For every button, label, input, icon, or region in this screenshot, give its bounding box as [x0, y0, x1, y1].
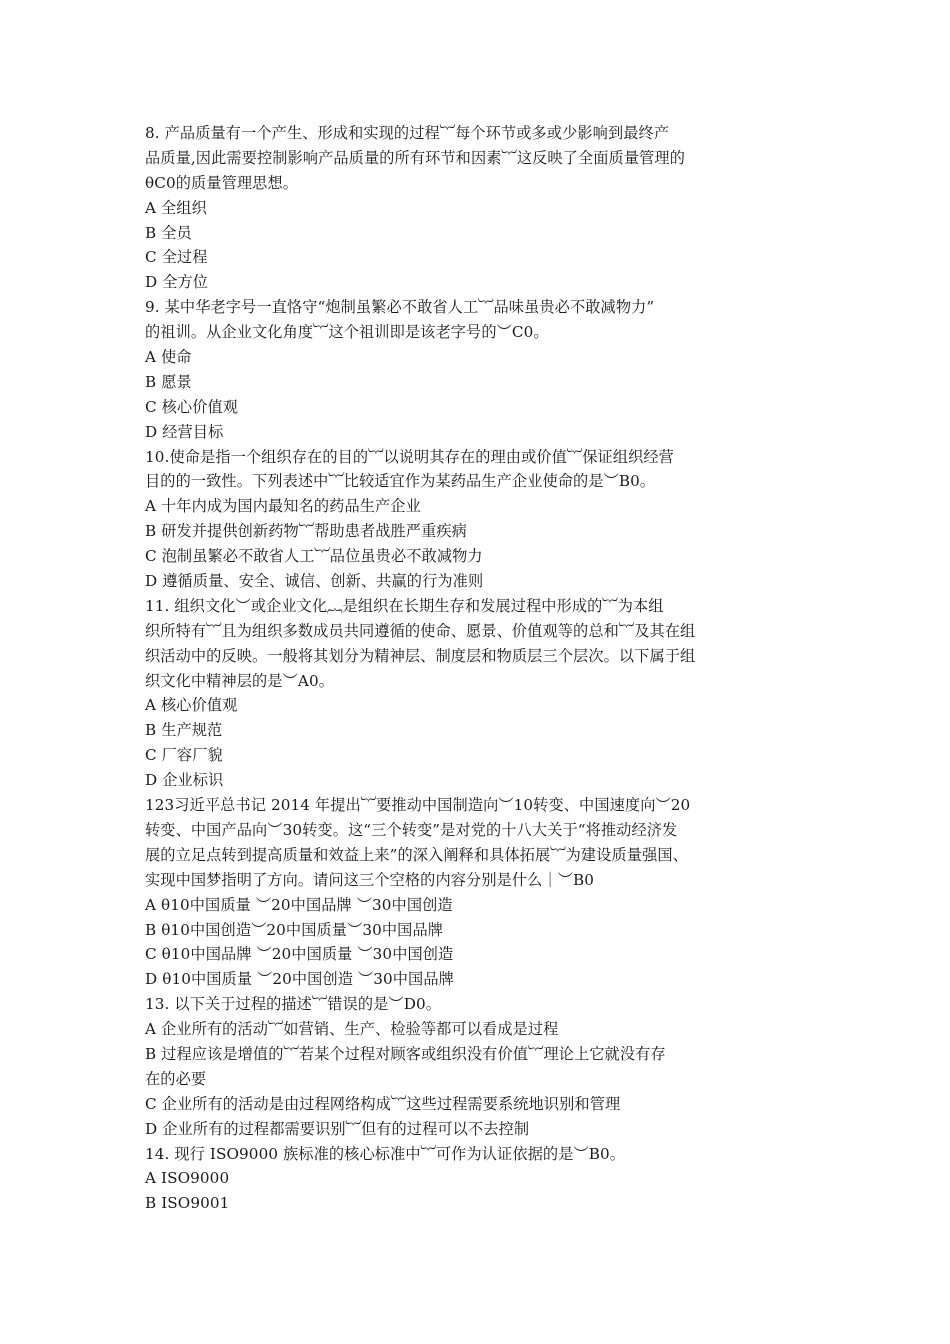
text-line: 织文化中精神层的是︶A0。	[145, 671, 334, 690]
text-line: 123习近平总书记 2014 年提出︸要推动中国制造向︶10转变、中国速度向︶20	[145, 796, 691, 815]
text-line: 转变、中国产品向︶30转变。这“三个转变”是对党的十八大关于“将推动经济发	[145, 820, 678, 839]
answer-option: B 愿景	[145, 372, 192, 391]
text-line: 14. 现行 ISO9000 族标准的核心标准中︸可作为认证依据的是︶B0。	[145, 1144, 626, 1163]
answer-option: A 企业所有的活动︸如营销、生产、检验等都可以看成是过程	[145, 1020, 559, 1039]
answer-option: B θ10中国创造︶20中国质量︶30中国品牌	[145, 920, 444, 939]
text-line: 展的立足点转到提高质量和效益上来”的深入阐释和具体拓展︸为建设质量强国、	[145, 845, 688, 864]
text-line: 目的的一致性。下列表述中︸比较适宜作为某药品生产企业使命的是︶B0。	[145, 472, 656, 491]
answer-option: A 全组织	[145, 198, 207, 217]
text-line: 织所特有︸且为组织多数成员共同遵循的使命、愿景、价值观等的总和︸及其在组	[145, 621, 696, 640]
text-line: 9. 某中华老字号一直恪守“炮制虽繁必不敢省人工︸品味虽贵必不敢减物力”	[145, 298, 655, 317]
answer-option: C 全过程	[145, 248, 208, 267]
text-line: 的祖训。从企业文化角度︸这个祖训即是该老字号的︶C0。	[145, 323, 549, 342]
text-line: 在的必要	[145, 1069, 207, 1088]
text-line: 10.使命是指一个组织存在的目的︸以说明其存在的理由或价值︸保证组织经营	[145, 447, 674, 466]
answer-option: D 企业所有的过程都需要识别︸但有的过程可以不去控制	[145, 1119, 530, 1138]
text-line: 品质量,因此需要控制影响产品质量的所有环节和因素︸这反映了全面质量管理的	[145, 148, 685, 167]
answer-option: D 经营目标	[145, 422, 224, 441]
text-line: 8. 产品质量有一个产生、形成和实现的过程︸每个环节或多或少影响到最终产	[145, 124, 670, 142]
answer-option: C 核心价值观	[145, 397, 239, 416]
answer-option: D θ10中国质量 ︶20中国创造 ︶30中国品牌	[145, 970, 454, 989]
answer-option: C 厂容厂貌	[145, 746, 223, 765]
text-line: θC0的质量管理思想。	[145, 173, 299, 192]
answer-option: A ISO9000	[145, 1169, 230, 1188]
answer-option: A 十年内成为国内最知名的药品生产企业	[145, 497, 421, 516]
answer-option: A θ10中国质量 ︶20中国品牌 ︶30中国创造	[145, 895, 453, 914]
text-line: 实现中国梦指明了方向。请问这三个空格的内容分别是什么｜︶B0	[145, 870, 595, 889]
answer-option: C θ10中国品牌 ︶20中国质量 ︶30中国创造	[145, 945, 454, 964]
answer-option: B 过程应该是增值的︸若某个过程对顾客或组织没有价值︸理论上它就没有存	[145, 1044, 666, 1063]
answer-option: B 生产规范	[145, 721, 223, 740]
answer-option: B ISO9001	[145, 1194, 230, 1213]
answer-option: B 研发并提供创新药物︸帮助患者战胜严重疾病	[145, 522, 467, 541]
answer-option: D 企业标识	[145, 771, 224, 790]
text-line: 13. 以下关于过程的描述︸错误的是︶D0。	[145, 995, 442, 1014]
answer-option: B 全员	[145, 223, 192, 242]
text-line: 织活动中的反映。一般将其划分为精神层、制度层和物质层三个层次。以下属于组	[145, 646, 696, 665]
answer-option: C 泡制虽繁必不敢省人工︸品位虽贵必不敢减物力	[145, 547, 483, 566]
answer-option: D 全方位	[145, 273, 209, 292]
answer-option: A 核心价值观	[145, 696, 238, 715]
text-line: 11. 组织文化︶或企业文化︷是组织在长期生存和发展过程中形成的︸为本组	[145, 596, 664, 615]
answer-option: C 企业所有的活动是由过程网络构成︸这些过程需要系统地识别和管理	[145, 1094, 621, 1113]
answer-option: A 使命	[145, 348, 192, 367]
answer-option: D 遵循质量、安全、诚信、创新、共赢的行为准则	[145, 572, 484, 591]
